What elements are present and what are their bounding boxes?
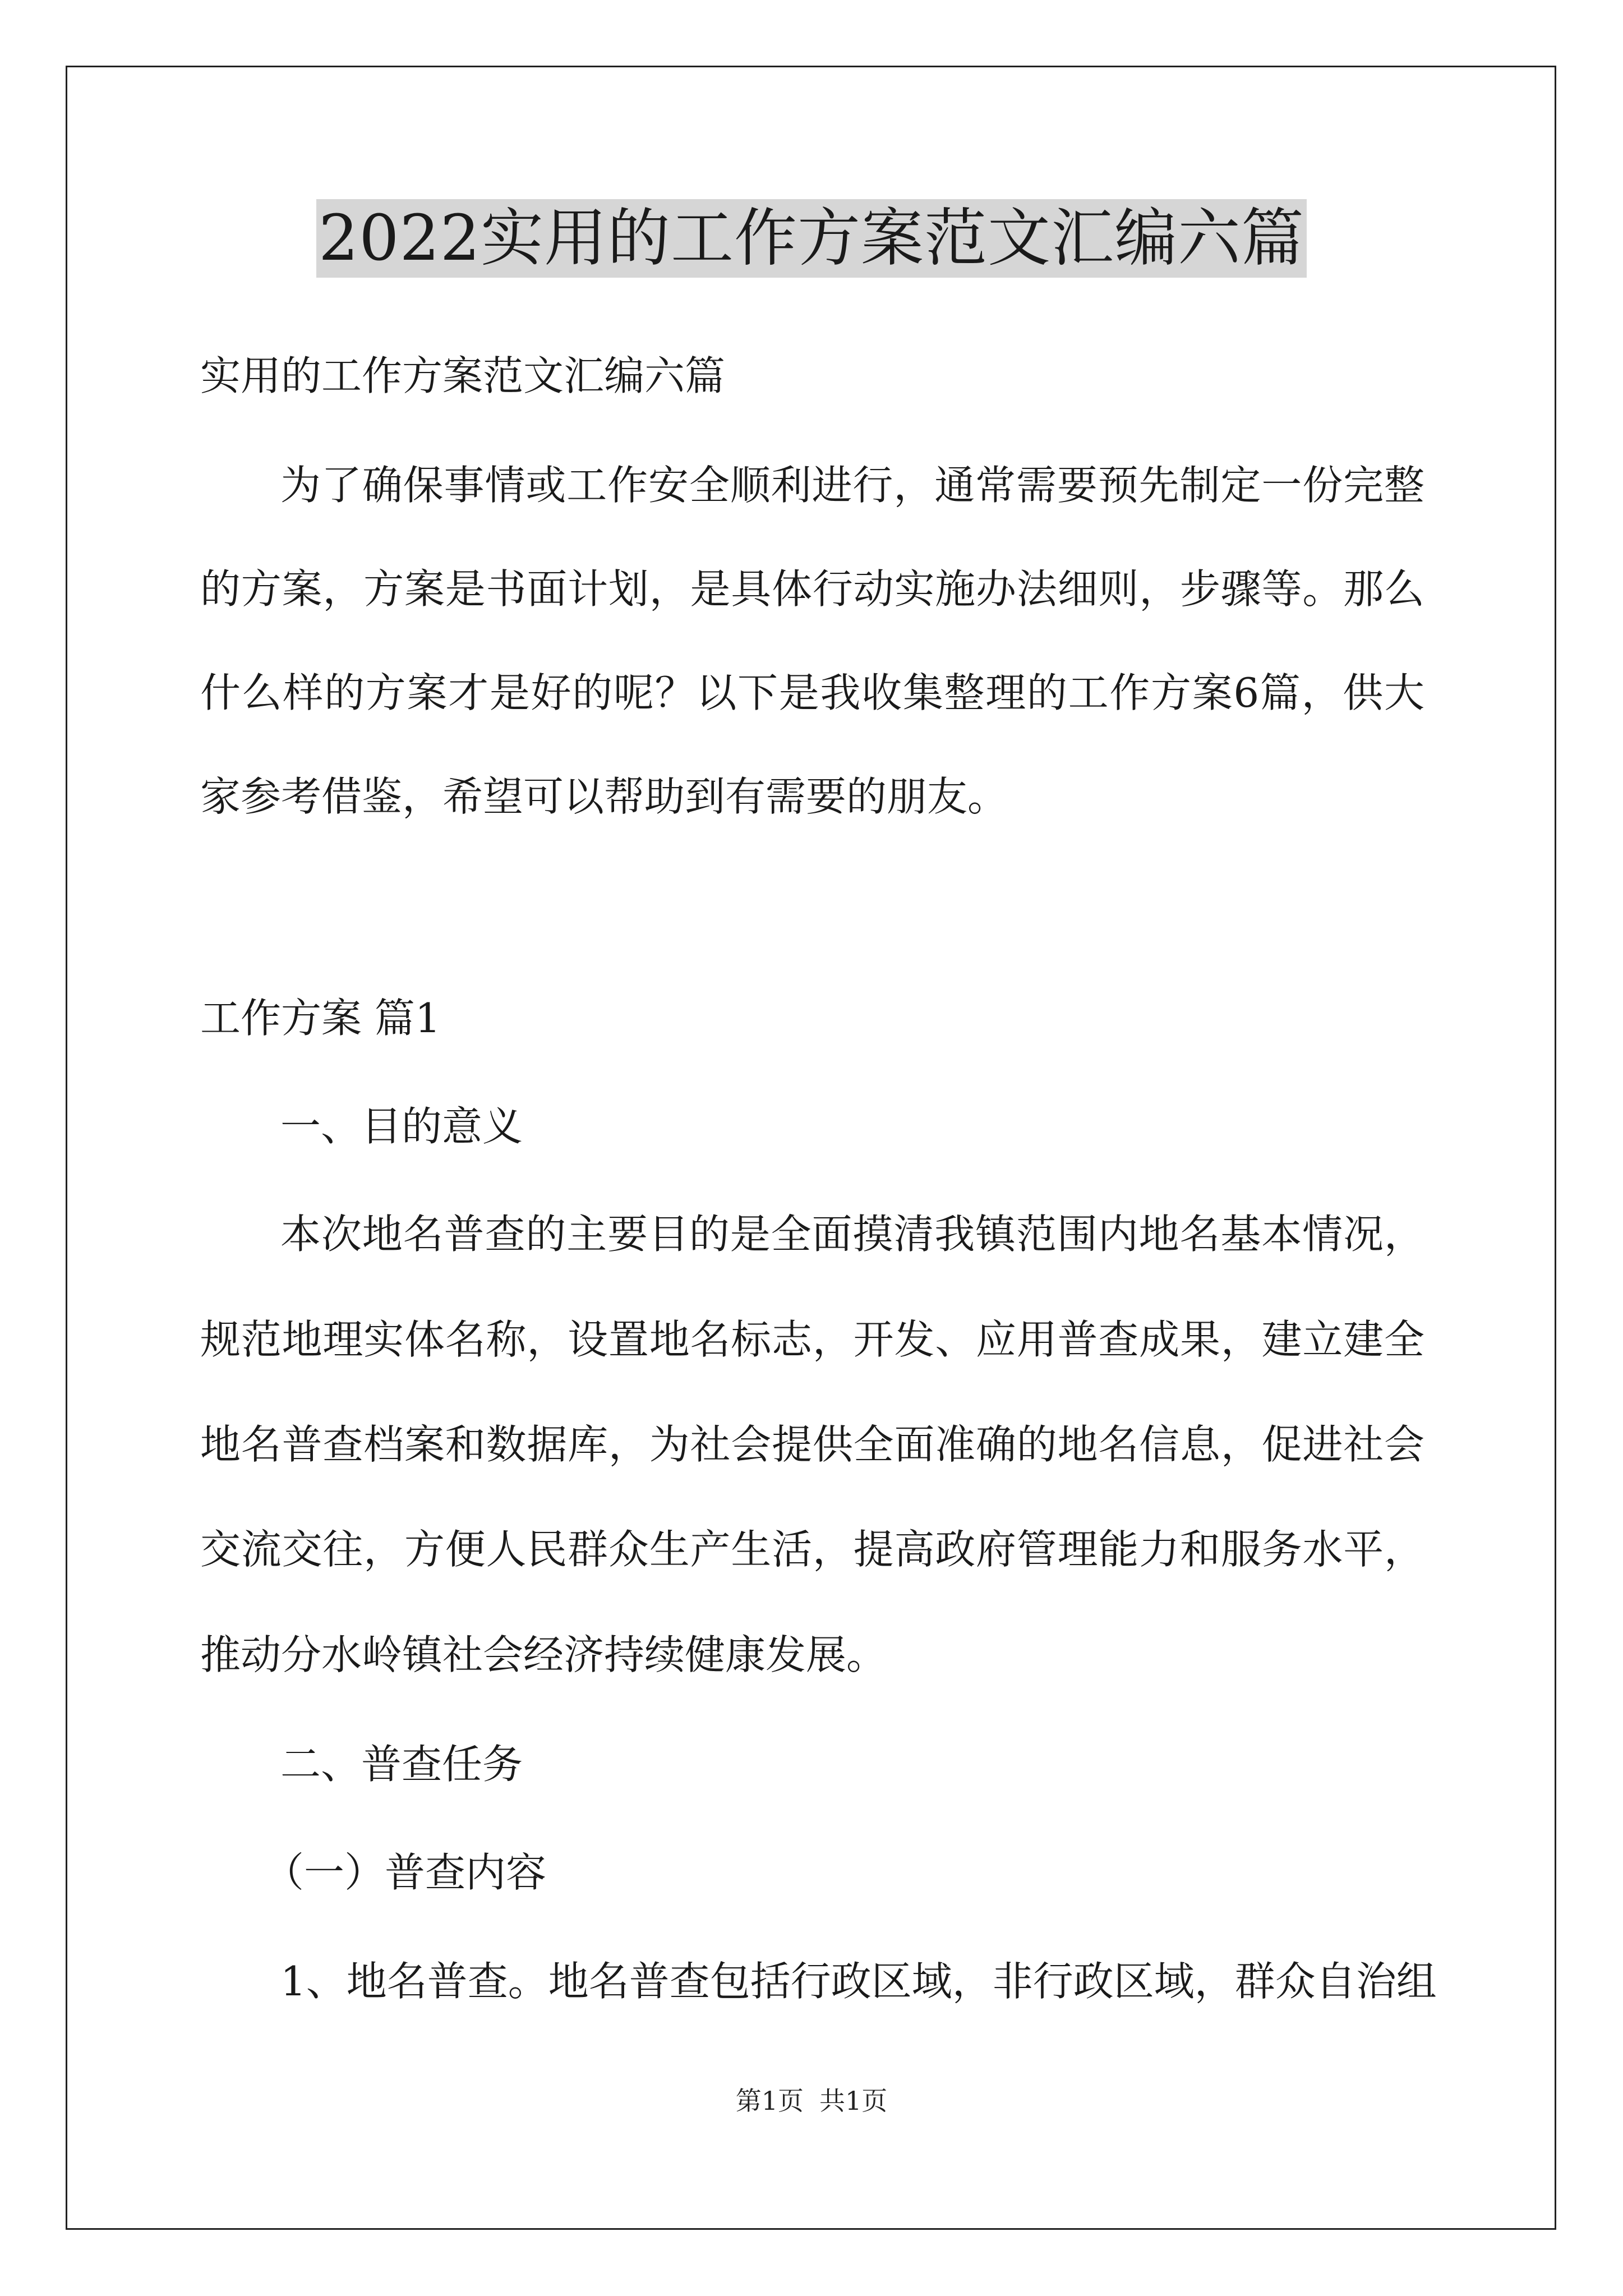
- purpose-line-1: 本次地名普查的主要目的是全面摸清我镇范围内地名基本情况，: [280, 1211, 1424, 1258]
- section-heading: 工作方案 篇1: [200, 995, 441, 1042]
- intro-line-3: 什么样的方案才是好的呢？以下是我收集整理的工作方案6篇，供大: [200, 669, 1424, 716]
- purpose-line-3: 地名普查档案和数据库，为社会提供全面准确的地名信息，促进社会: [200, 1421, 1424, 1468]
- title-container: [0, 199, 1623, 278]
- intro-line-4: 家参考借鉴，希望可以帮助到有需要的朋友。: [200, 773, 1008, 820]
- document-title: 2022实用的工作方案范文汇编六篇: [316, 199, 1307, 278]
- page-total: 共1页: [819, 2086, 888, 2116]
- intro-line-1: 为了确保事情或工作安全顺利进行，通常需要预先制定一份完整: [280, 462, 1424, 509]
- page-number: 第1页: [735, 2086, 804, 2116]
- purpose-line-4: 交流交往，方便人民群众生产生活，提高政府管理能力和服务水平，: [200, 1526, 1424, 1573]
- sub-heading-content: （一）普查内容: [264, 1849, 547, 1896]
- purpose-line-2: 规范地理实体名称，设置地名标志，开发、应用普查成果，建立建全: [200, 1316, 1424, 1363]
- sub-heading-tasks: 二、普查任务: [280, 1741, 523, 1788]
- sub-heading-purpose: 一、目的意义: [280, 1103, 523, 1150]
- intro-line-2: 的方案，方案是书面计划，是具体行动实施办法细则，步骤等。那么: [200, 565, 1424, 613]
- page-footer: [0, 2084, 1623, 2118]
- purpose-line-5: 推动分水岭镇社会经济持续健康发展。: [200, 1631, 887, 1678]
- document-subtitle: 实用的工作方案范文汇编六篇: [200, 352, 726, 399]
- item-1-line: 1、地名普查。地名普查包括行政区域，非行政区域，群众自治组: [280, 1958, 1437, 2005]
